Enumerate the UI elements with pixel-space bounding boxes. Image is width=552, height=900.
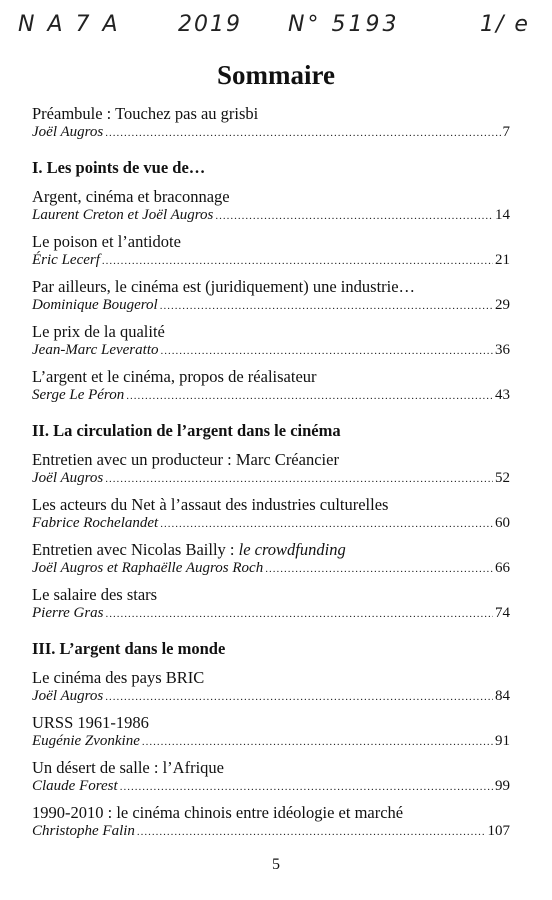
page-number: 36 <box>495 342 510 358</box>
toc-entry <box>32 495 510 533</box>
page-number: 29 <box>495 297 510 313</box>
entry-title: Un désert de salle : l’Afrique <box>32 758 224 777</box>
entry-author-line <box>32 604 510 623</box>
dot-leader <box>102 252 493 270</box>
entry-title-italic: le crowdfunding <box>238 540 346 559</box>
toc-entry <box>32 585 510 623</box>
page-number: 43 <box>495 387 510 403</box>
entry-author-line <box>32 469 510 488</box>
entry-author: Jean-Marc Leveratto <box>32 342 159 358</box>
toc-entry <box>32 232 510 270</box>
entry-title: Par ailleurs, le cinéma est (juridiquement) une industrie… <box>32 277 416 296</box>
entry-title <box>32 540 510 559</box>
section-heading: I. Les points de vue de… <box>32 158 206 177</box>
entry-author-line <box>32 296 510 315</box>
page-number: 52 <box>495 470 510 486</box>
page-number: 14 <box>495 207 510 223</box>
dot-leader <box>105 470 493 488</box>
dot-leader <box>120 778 493 796</box>
entry-title: Entretien avec un producteur : Marc Créancier <box>32 450 339 469</box>
dot-leader <box>106 605 493 623</box>
handwritten-note: N° 5193 <box>288 12 400 37</box>
dot-leader <box>215 207 493 225</box>
page-number: 84 <box>495 688 510 704</box>
dot-leader <box>160 297 493 315</box>
entry-title: 1990-2010 : le cinéma chinois entre idéologie et marché <box>32 803 404 822</box>
dot-leader <box>265 560 493 578</box>
entry-title: URSS 1961-1986 <box>32 713 149 732</box>
toc-entry <box>32 713 510 751</box>
entry-author-line <box>32 732 510 751</box>
toc-entry <box>32 668 510 706</box>
dot-leader <box>126 387 493 405</box>
entry-author-line <box>32 559 510 578</box>
entry-author-line <box>32 822 510 841</box>
dot-leader <box>105 124 500 142</box>
entry-title: Argent, cinéma et braconnage <box>32 187 230 206</box>
toc-entry <box>32 450 510 488</box>
toc-entry <box>32 540 510 578</box>
entry-title: Le salaire des stars <box>32 585 158 604</box>
page-title: Sommaire <box>217 60 335 90</box>
toc-entry <box>32 322 510 360</box>
page-number: 91 <box>495 733 510 749</box>
entry-author: Eugénie Zvonkine <box>32 733 140 749</box>
toc-entry <box>32 104 510 142</box>
section-heading: II. La circulation de l’argent dans le cinéma <box>32 421 341 440</box>
entry-author: Laurent Creton et Joël Augros <box>32 207 214 223</box>
entry-author: Christophe Falin <box>32 823 135 839</box>
section-heading: III. L’argent dans le monde <box>32 639 226 658</box>
toc-entry <box>32 187 510 225</box>
entry-author: Joël Augros <box>32 470 104 486</box>
entry-author: Claude Forest <box>32 778 118 794</box>
dot-leader <box>137 823 486 841</box>
entry-title: Le prix de la qualité <box>32 322 165 341</box>
dot-leader <box>160 515 493 533</box>
entry-title: Le poison et l’antidote <box>32 232 181 251</box>
entry-title: Préambule : Touchez pas au grisbi <box>32 104 259 123</box>
page-footer-number: 5 <box>272 856 280 873</box>
entry-author-line <box>32 206 510 225</box>
entry-author: Joël Augros et Raphaëlle Augros Roch <box>32 560 264 576</box>
entry-author: Serge Le Péron <box>32 387 125 403</box>
dot-leader <box>142 733 493 751</box>
dot-leader <box>105 688 493 706</box>
entry-author-line <box>32 386 510 405</box>
toc-entry <box>32 803 510 841</box>
dot-leader <box>160 342 493 360</box>
page-number: 99 <box>495 778 510 794</box>
page-number: 21 <box>495 252 510 268</box>
entry-author-line <box>32 251 510 270</box>
entry-author-line <box>32 123 510 142</box>
entry-author-line <box>32 514 510 533</box>
entry-author-line <box>32 687 510 706</box>
entry-title: Le cinéma des pays BRIC <box>32 668 205 687</box>
entry-author: Fabrice Rochelandet <box>32 515 159 531</box>
page-number: 60 <box>495 515 510 531</box>
entry-author: Éric Lecerf <box>32 252 100 268</box>
entry-author: Joël Augros <box>32 688 104 704</box>
handwritten-note: 1/ e <box>480 12 530 37</box>
page-number: 74 <box>495 605 510 621</box>
toc-entry <box>32 758 510 796</box>
entry-author-line <box>32 341 510 360</box>
handwritten-note: 2019 <box>178 12 242 37</box>
entry-title-text: Entretien avec Nicolas Bailly : <box>32 540 239 559</box>
entry-author: Dominique Bougerol <box>32 297 158 313</box>
entry-author: Pierre Gras <box>32 605 104 621</box>
page-number: 66 <box>495 560 510 576</box>
page-number: 107 <box>487 823 510 839</box>
handwritten-note: N A 7 A <box>18 12 121 37</box>
handwritten-annotation <box>0 6 552 42</box>
toc-entry <box>32 367 510 405</box>
entry-title: Les acteurs du Net à l’assaut des industries culturelles <box>32 495 389 514</box>
entry-title: L’argent et le cinéma, propos de réalisateur <box>32 367 317 386</box>
table-of-contents <box>32 104 510 848</box>
entry-author-line <box>32 777 510 796</box>
page-number: 7 <box>502 124 510 140</box>
entry-author: Joël Augros <box>32 124 104 140</box>
toc-entry <box>32 277 510 315</box>
